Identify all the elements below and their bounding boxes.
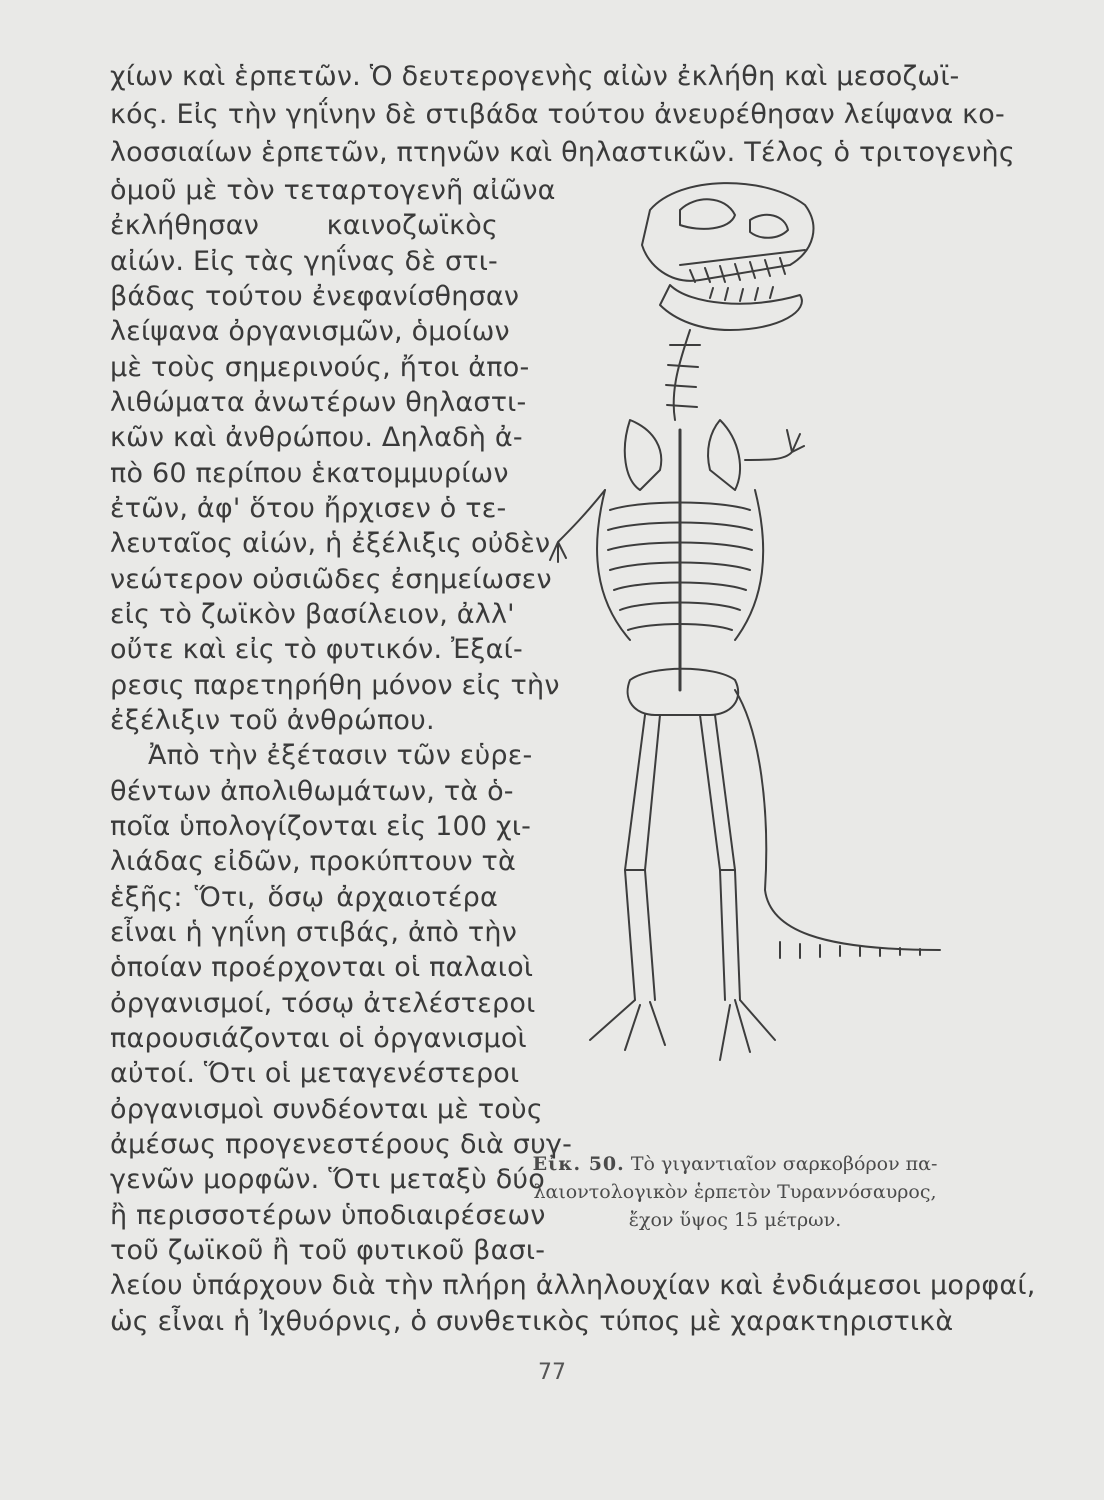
text-line-left-17: Ἀπὸ τὴν ἐξέτασιν τῶν εὑρε- [148,740,533,772]
text-line-left-26: αὐτοί. Ὅτι οἱ μεταγενέστεροι [110,1058,520,1090]
text-line-left-13: εἰς τὸ ζωϊκὸν βασίλειον, ἀλλ' [110,599,515,630]
tyrannosaurus-skeleton-illustration [530,170,950,1120]
text-line-top-1: χίων καὶ ἑρπετῶν. Ὁ δευτερογενὴς αἰὼν ἐκλήθη καὶ μεσοζωϊ- [110,61,960,92]
text-line-left-9: πὸ 60 περίπου ἑκατομμυρίων [110,457,509,489]
text-line-left-7: λιθώματα ἀνωτέρων θηλαστι- [110,387,527,418]
text-line-left-5: λείψανα ὀργανισμῶν, ὁμοίων [110,316,510,348]
text-line-left-20: λιάδας εἰδῶν, προκύπτουν τὰ [110,846,516,878]
text-line-left-23: ὁποίαν προέρχονται οἱ παλαιοὶ [110,952,534,984]
text-line-left-3: αἰών. Εἰς τὰς γηΐνας δὲ στι- [110,245,498,277]
text-line-left-11: λευταῖος αἰών, ἡ ἐξέλιξις οὐδὲν [110,528,551,560]
text-line-left-12: νεώτερον οὐσιῶδες ἐσημείωσεν [110,563,552,595]
text-line-left-2: ἐκλήθησαν καινοζωϊκὸς [110,210,498,242]
caption-line-1: Τὸ γιγαντιαῖον σαρκοβόρον πα- [630,1153,938,1175]
pelvis [628,669,739,715]
lower-teeth [710,287,773,301]
caption-line-3: ἔχον ὕψος 15 μέτρων. [628,1209,842,1231]
text-line-left-10: ἐτῶν, ἀφ' ὅτου ἤρχισεν ὁ τε- [110,493,507,524]
scapula-right [708,420,740,490]
right-leg [700,715,740,1000]
caption-line-2: λαιοντολογικὸν ἑρπετὸν Τυραννόσαυρος, [533,1181,937,1203]
text-line-left-19: ποῖα ὑπολογίζονται εἰς 100 χι- [110,811,532,842]
text-line-bottom-2: ὡς εἶναι ἡ Ἰχθυόρνις, ὁ συνθετικὸς τύπος μὲ χαρακτηριστικὰ [110,1305,954,1337]
caption-figure-number: Εἰκ. 50. [532,1153,625,1175]
lower-jaw [660,285,802,330]
text-line-left-6: μὲ τοὺς σημερινούς, ἤτοι ἀπο- [110,351,530,383]
left-leg [625,715,660,1000]
text-line-left-24: ὀργανισμοί, τόσῳ ἀτελέστεροι [110,987,536,1019]
text-line-left-1: ὁμοῦ μὲ τὸν τεταρτογενῆ αἰῶνα [110,175,556,206]
text-line-left-15: ρεσις παρετηρήθη μόνον εἰς τὴν [110,669,560,701]
text-line-left-29: γενῶν μορφῶν. Ὅτι μεταξὺ δύο [110,1164,545,1196]
nasal-opening [750,215,788,238]
scapula-left [625,420,661,490]
text-line-left-30: ἢ περισσοτέρων ὑποδιαιρέσεων [110,1199,546,1231]
text-line-left-18: θέντων ἀπολιθωμάτων, τὰ ὁ- [110,775,514,807]
left-foot [590,1000,665,1050]
tail [735,690,940,950]
text-line-left-4: βάδας τούτου ἐνεφανίσθησαν [110,281,520,312]
eye-socket [680,199,735,229]
text-line-left-25: παρουσιάζονται οἱ ὀργανισμοὶ [110,1023,527,1054]
text-line-top-3: λοσσιαίων ἑρπετῶν, πτηνῶν καὶ θηλαστικῶν. Τέλος ὁ τριτογενὴς [110,137,1015,168]
text-line-left-14: οὔτε καὶ εἰς τὸ φυτικόν. Ἐξαί- [110,634,523,666]
text-line-left-28: ἀμέσως προγενεστέρους διὰ συγ- [110,1129,573,1160]
right-foot [720,1000,775,1060]
text-line-left-27: ὀργανισμοὶ συνδέονται μὲ τοὺς [110,1093,543,1125]
right-arm [745,430,804,460]
text-line-left-31: τοῦ ζωϊκοῦ ἢ τοῦ φυτικοῦ βασι- [110,1235,546,1266]
page-number: 77 [538,1360,566,1385]
text-line-left-21: ἑξῆς: Ὅτι, ὅσῳ ἀρχαιοτέρα [110,881,498,913]
text-line-bottom-1: λείου ὑπάρχουν διὰ τὴν πλήρη ἀλληλουχίαν καὶ ἐνδιάμεσοι μορφαί, [110,1270,1036,1302]
text-line-left-8: κῶν καὶ ἀνθρώπου. Δηλαδὴ ἀ- [110,422,523,454]
text-line-left-22: εἶναι ἡ γηΐνη στιβάς, ἀπὸ τὴν [110,917,517,948]
text-line-top-2: κός. Εἰς τὴν γηΐνην δὲ στιβάδα τούτου ἀνευρέθησαν λείψανα κο- [110,99,1005,130]
text-line-left-16: ἐξέλιξιν τοῦ ἀνθρώπου. [110,705,435,736]
skull-outline [642,183,813,281]
figure-caption [520,1150,950,1234]
